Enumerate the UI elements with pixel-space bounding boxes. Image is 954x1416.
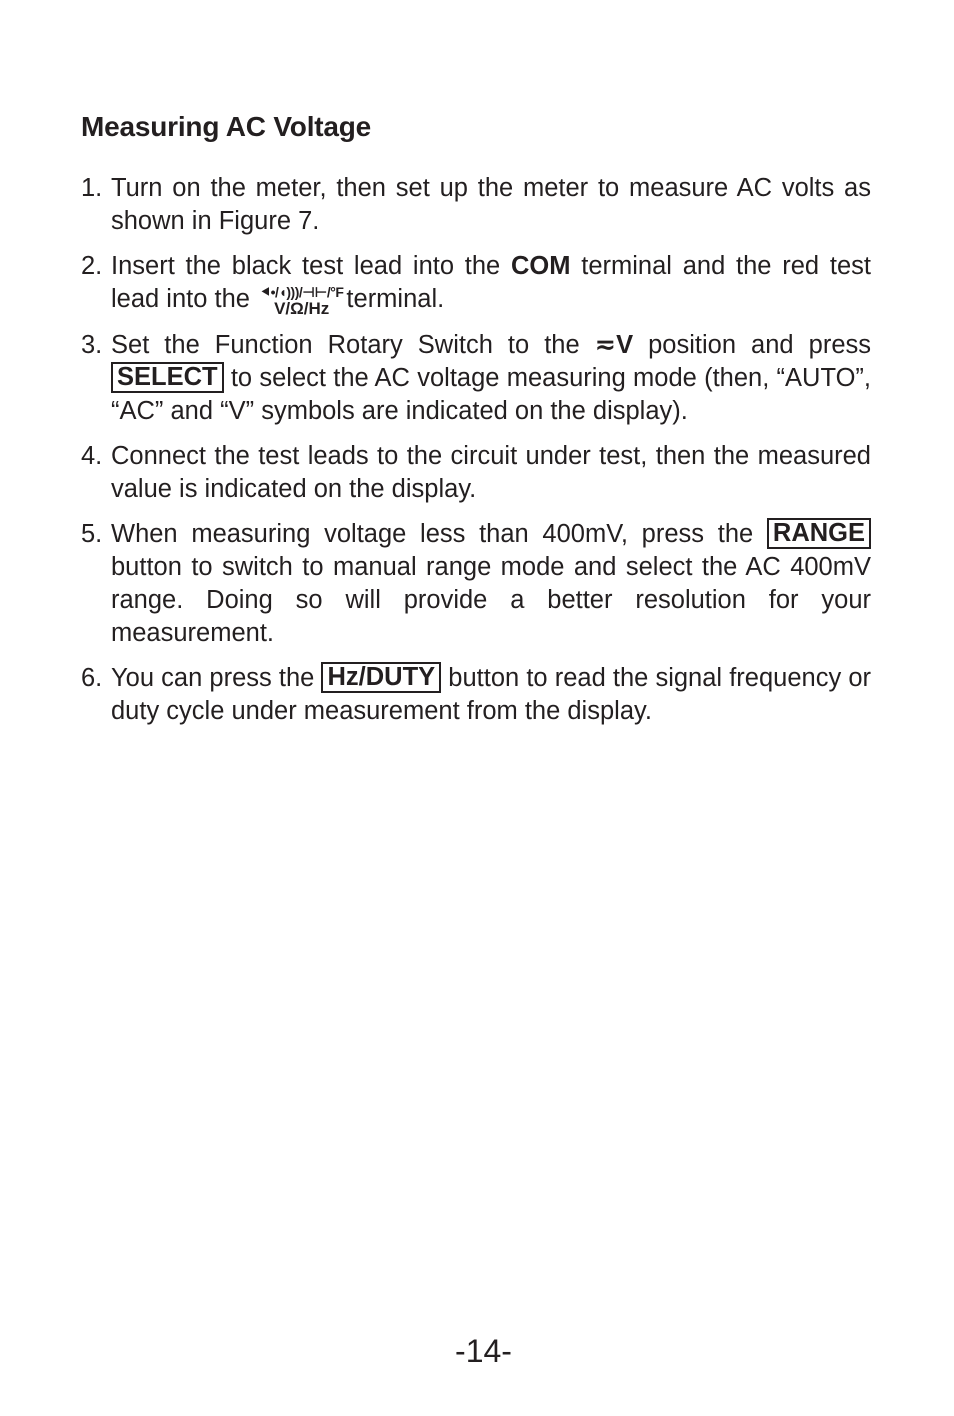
range-key-label: RANGE — [767, 518, 871, 549]
com-terminal-label: COM — [511, 252, 571, 280]
step-number: 1. — [81, 174, 103, 202]
page-number: -14- — [455, 1333, 512, 1369]
step-text: You can press the — [111, 664, 322, 692]
step-number: 2. — [81, 252, 103, 280]
list-item — [81, 250, 871, 317]
step-number: 5. — [81, 520, 103, 548]
step-number: 6. — [81, 664, 103, 692]
terminal-symbol-icon — [260, 285, 343, 317]
step-text: When measuring voltage less than 400mV, press the — [111, 520, 767, 548]
step-text: Insert the black test lead into the — [111, 252, 511, 280]
list-item — [81, 440, 871, 506]
step-text: position and press — [633, 331, 871, 359]
terminal-symbol-bottom: V/Ω/Hz — [274, 299, 330, 318]
select-key-label: SELECT — [111, 362, 224, 393]
step-number: 3. — [81, 331, 103, 359]
step-text: button to switch to manual range mode and select the AC 400mV range. Doing so will provide a better resolution for your measurement. — [111, 553, 871, 647]
page-title: Measuring AC Voltage — [81, 111, 372, 142]
step-text: Connect the test leads to the circuit under test, then the measured value is indicated on the display. — [111, 442, 871, 503]
step-text: button to read the signal frequency or duty cycle under measurement from the display. — [111, 664, 872, 725]
step-text: terminal and the red test lead into the — [111, 252, 871, 313]
step-number: 4. — [81, 442, 103, 470]
step-text: terminal. — [346, 285, 445, 313]
terminal-symbol-top: ⯇•/◖)))/⊣⊢/°F — [259, 284, 344, 300]
step-text: to select the AC voltage measuring mode (then, “AUTO”, “AC” and “V” symbols are indicated on the display). — [111, 364, 871, 425]
list-item — [81, 329, 871, 428]
step-text: Set the Function Rotary Switch to the — [111, 331, 595, 359]
list-item — [81, 172, 871, 238]
hz-duty-key-label: Hz/DUTY — [321, 662, 441, 693]
instruction-list — [81, 172, 871, 740]
step-text: Turn on the meter, then set up the meter to measure AC volts as shown in Figure 7. — [111, 174, 871, 235]
list-item — [81, 518, 871, 650]
ac-volt-position-label: ≂V — [594, 331, 634, 359]
list-item — [81, 662, 871, 728]
